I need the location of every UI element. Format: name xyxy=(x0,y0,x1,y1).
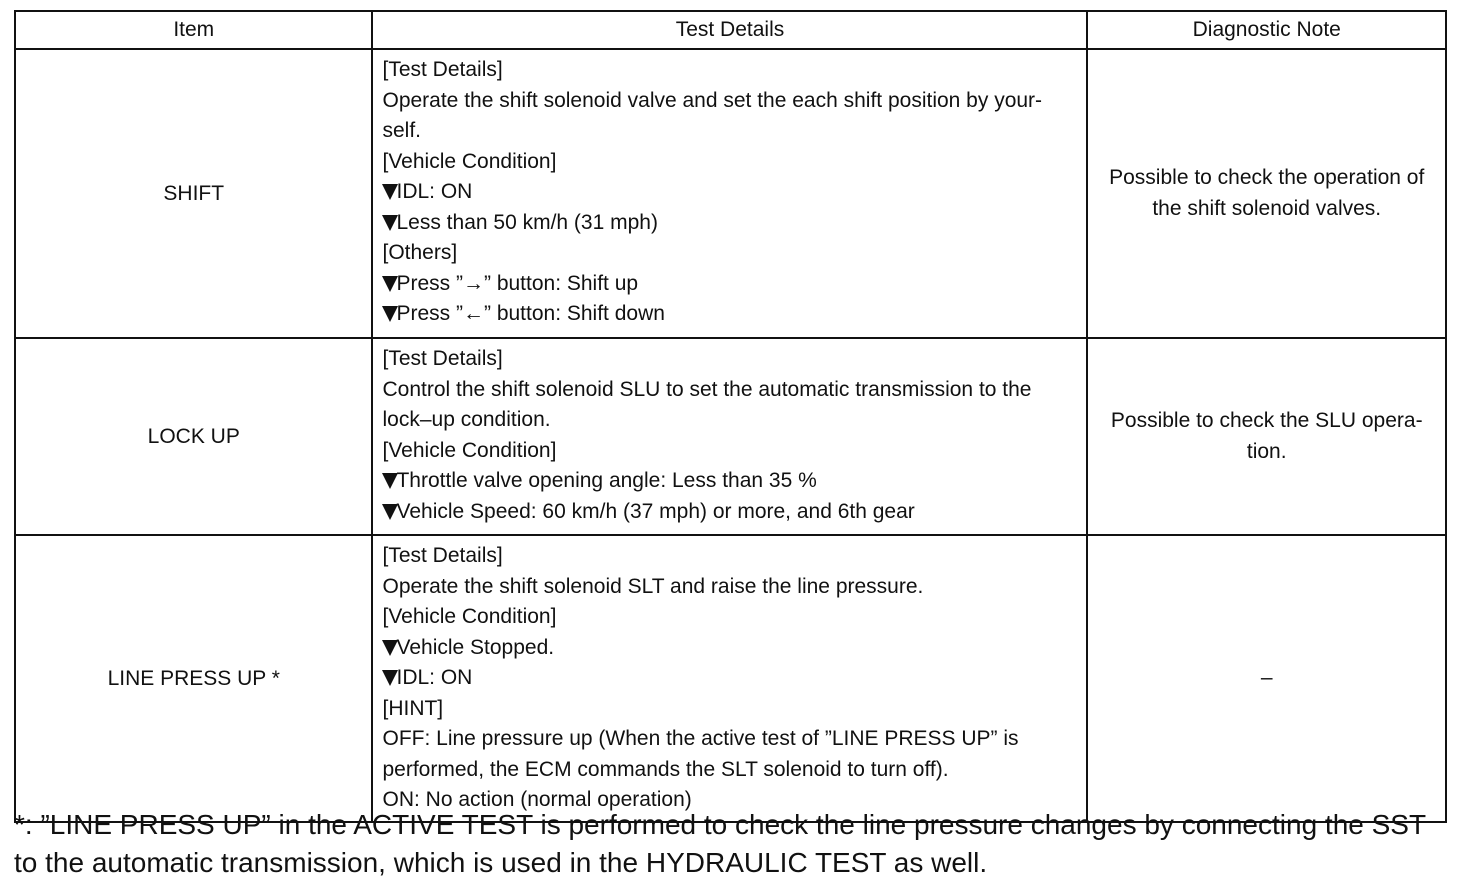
detail-line xyxy=(382,55,1078,86)
detail-text: Operate the shift solenoid valve and set the each shift position by your- xyxy=(382,88,1043,112)
details-cell xyxy=(372,535,1087,822)
detail-line xyxy=(382,405,1078,436)
detail-line xyxy=(382,177,1078,208)
detail-line xyxy=(382,602,1078,633)
detail-line xyxy=(382,755,1078,786)
detail-line xyxy=(382,344,1078,375)
details-cell xyxy=(372,49,1087,338)
detail-line xyxy=(382,208,1078,239)
detail-line xyxy=(382,694,1078,725)
detail-text: [Test Details] xyxy=(382,347,503,370)
detail-text: Control the shift solenoid SLU to set the automatic transmission to the xyxy=(382,377,1032,401)
detail-text: Press ”→” button: Shift up xyxy=(396,271,639,295)
detail-line xyxy=(382,269,1078,300)
detail-text: [Others] xyxy=(382,241,458,264)
detail-line xyxy=(382,238,1078,269)
detail-line xyxy=(382,541,1078,572)
detail-text: ON: No action (normal operation) xyxy=(382,788,692,811)
detail-text: OFF: Line pressure up (When the active test of ”LINE PRESS UP” is xyxy=(382,727,1019,750)
detail-text: Press ”←” button: Shift down xyxy=(396,302,665,325)
detail-text: Vehicle Speed: 60 km/h (37 mph) or more, and 6th gear xyxy=(396,499,915,523)
detail-text: [Test Details] xyxy=(382,58,503,81)
table-row xyxy=(15,49,1446,338)
detail-text: IDL: ON xyxy=(396,666,473,689)
detail-line xyxy=(382,497,1078,528)
detail-text: Vehicle Stopped. xyxy=(396,635,555,659)
item-cell: SHIFT xyxy=(15,49,372,338)
detail-text: [Vehicle Condition] xyxy=(382,149,557,173)
header-test-details: Test Details xyxy=(372,11,1087,49)
detail-line xyxy=(382,147,1078,178)
detail-line xyxy=(382,633,1078,664)
detail-text: [Vehicle Condition] xyxy=(382,605,557,628)
detail-text: lock–up condition. xyxy=(382,408,551,431)
table-row xyxy=(15,535,1446,822)
header-diagnostic-note: Diagnostic Note xyxy=(1087,11,1446,49)
detail-line xyxy=(382,724,1078,755)
footnote: *: ”LINE PRESS UP” in the ACTIVE TEST is performed to check the line pressure changes by connecting the SST to the automatic transmission, which is used in the HYDRAULIC TEST as well. xyxy=(14,809,1426,878)
active-test-table xyxy=(14,10,1447,823)
detail-line xyxy=(382,116,1078,147)
detail-text: [Vehicle Condition] xyxy=(382,438,557,462)
note-cell: Possible to check the SLU opera- tion. xyxy=(1087,338,1446,535)
table-row xyxy=(15,338,1446,535)
detail-line xyxy=(382,299,1078,330)
table-header xyxy=(15,11,1446,49)
detail-line xyxy=(382,375,1078,406)
header-item: Item xyxy=(15,11,372,49)
detail-text: Less than 50 km/h (31 mph) xyxy=(396,210,658,234)
detail-text: Throttle valve opening angle: Less than 35 % xyxy=(396,469,817,492)
detail-text: Operate the shift solenoid SLT and raise the line pressure. xyxy=(382,574,924,598)
note-cell: Possible to check the operation of the shift solenoid valves. xyxy=(1087,49,1446,338)
details-cell xyxy=(372,338,1087,535)
detail-text: [HINT] xyxy=(382,696,444,720)
note-cell: – xyxy=(1087,535,1446,822)
detail-text: performed, the ECM commands the SLT solenoid to turn off). xyxy=(382,757,949,781)
detail-line xyxy=(382,572,1078,603)
detail-line xyxy=(382,86,1078,117)
item-cell: LOCK UP xyxy=(15,338,372,535)
detail-text: IDL: ON xyxy=(396,180,473,203)
detail-line xyxy=(382,436,1078,467)
item-cell: LINE PRESS UP * xyxy=(15,535,372,822)
detail-text: self. xyxy=(382,119,421,142)
header-row xyxy=(15,11,1446,49)
detail-line xyxy=(382,663,1078,694)
detail-text: [Test Details] xyxy=(382,544,503,567)
detail-line xyxy=(382,466,1078,497)
